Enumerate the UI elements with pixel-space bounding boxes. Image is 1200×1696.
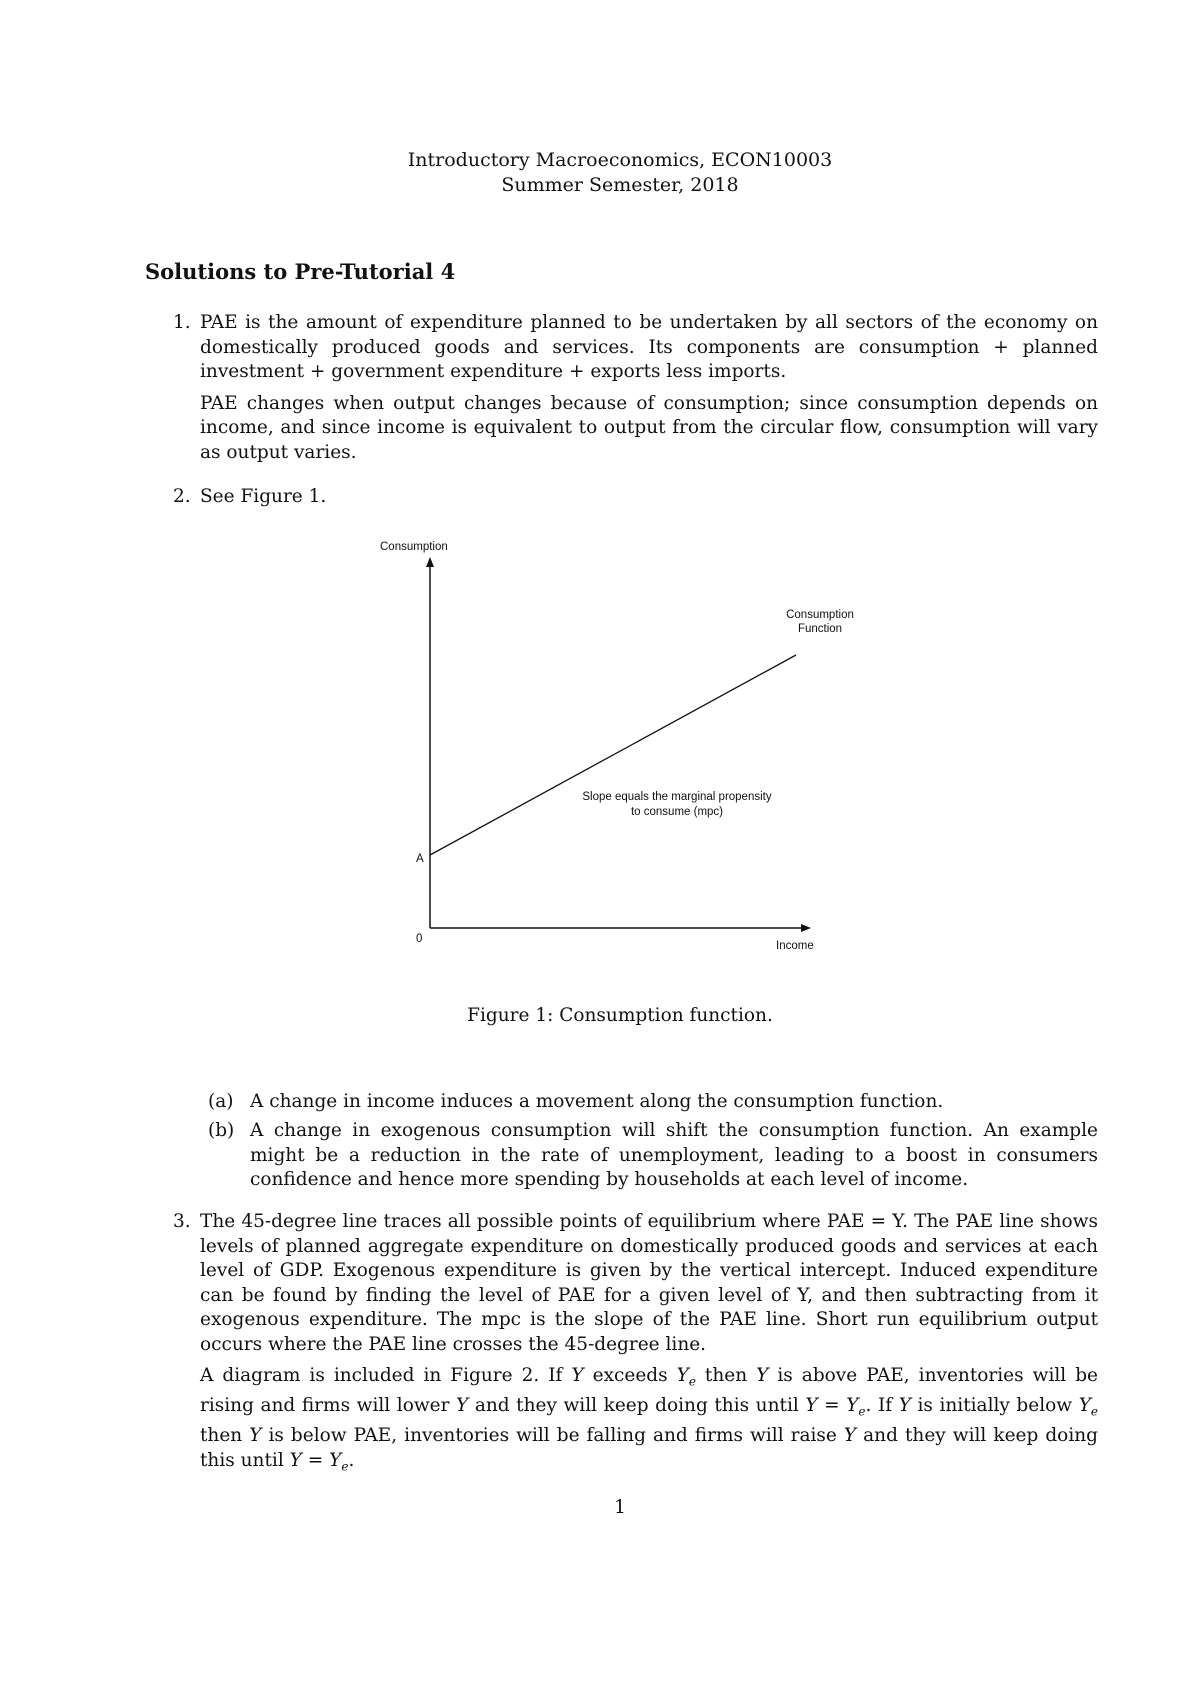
line-label: Consumption bbox=[786, 609, 854, 621]
sub-item-text: A change in income induces a movement along the consumption function. bbox=[250, 1091, 944, 1112]
x-axis-label: Income bbox=[776, 940, 814, 952]
origin-label: 0 bbox=[416, 933, 423, 945]
text-run: is initially below bbox=[910, 1395, 1079, 1417]
text-run: = bbox=[817, 1395, 847, 1417]
consumption-function-line bbox=[430, 655, 796, 855]
var-y: Y bbox=[571, 1365, 584, 1386]
intercept-label: A bbox=[416, 853, 424, 865]
text-run: . bbox=[348, 1449, 355, 1471]
y-axis-label: Consumption bbox=[380, 541, 448, 553]
subscript-e: e bbox=[341, 1459, 349, 1474]
var-y-e: Y bbox=[329, 1449, 342, 1471]
item-paragraph-inline bbox=[200, 1364, 1098, 1479]
text-run: exceeds bbox=[583, 1365, 677, 1386]
var-y: Y bbox=[289, 1449, 302, 1471]
text-run: A diagram is included in Figure 2. If bbox=[200, 1365, 572, 1386]
text-run: then bbox=[695, 1365, 757, 1386]
x-axis-arrow bbox=[801, 924, 811, 932]
document-subtitle: Summer Semester, 2018 bbox=[501, 174, 739, 196]
item-paragraph: See Figure 1. bbox=[200, 486, 327, 507]
var-y: Y bbox=[456, 1395, 469, 1417]
text-run: and they will keep doing this until bbox=[468, 1395, 806, 1417]
var-y: Y bbox=[249, 1425, 262, 1447]
slope-note: Slope equals the marginal propensity bbox=[582, 791, 772, 803]
sub-item-b bbox=[208, 1119, 1098, 1193]
document-title: Introductory Macroeconomics, ECON10003 bbox=[407, 149, 833, 171]
var-y: Y bbox=[756, 1365, 769, 1386]
item-number: 3. bbox=[173, 1211, 191, 1232]
var-y-e: Y bbox=[846, 1395, 859, 1417]
subscript-e: e bbox=[688, 1374, 696, 1389]
sub-item-label: (a) bbox=[208, 1091, 234, 1112]
subscript-e: e bbox=[1090, 1404, 1099, 1419]
y-axis-arrow bbox=[426, 557, 434, 567]
sub-item-text: A change in exogenous consumption will shift the consumption function. An example might be a reduction in the rate of unemployment, leading to a boost in consumers confidence and hence more spending by households at each level of income. bbox=[250, 1120, 1098, 1190]
text-run: . If bbox=[865, 1395, 899, 1417]
subscript-e: e bbox=[858, 1404, 866, 1419]
list-item-3 bbox=[173, 1210, 1099, 1479]
item-paragraph: PAE is the amount of expenditure planned to be undertaken by all sectors of the economy on domestically produced goods and services. Its components are consumption + planned investment + government expenditure + exports less imports. bbox=[200, 312, 1098, 382]
var-y-e: Y bbox=[676, 1365, 689, 1386]
item-paragraph: PAE changes when output changes because of consumption; since consumption depends on income, and since income is equivalent to output from the circular flow, consumption will vary as output varies. bbox=[200, 392, 1098, 463]
item-number: 2. bbox=[173, 486, 191, 507]
var-y: Y bbox=[898, 1395, 911, 1417]
figure-caption: Figure 1: Consumption function. bbox=[467, 1005, 773, 1026]
item-number: 1. bbox=[173, 312, 191, 333]
line-label: Function bbox=[797, 623, 843, 635]
page-number: 1 bbox=[614, 1497, 626, 1518]
var-y-e: Y bbox=[1078, 1395, 1091, 1417]
item-paragraph: The 45-degree line traces all possible points of equilibrium where PAE = Y. The PAE line shows levels of planned aggregate expenditure on domestically produced goods and services at each level of GDP. Exogenous expenditure is given by the vertical intercept. Induced expenditure can be found by finding the level of PAE for a given level of Y, and then subtracting from it exogenous expenditure. The mpc is the slope of the PAE line. Short run equilibrium output occurs where the PAE line crosses the 45-degree line. bbox=[200, 1211, 1098, 1355]
section-heading: Solutions to Pre-Tutorial 4 bbox=[145, 259, 456, 284]
var-y: Y bbox=[805, 1395, 818, 1417]
text-run: is below PAE, inventories will be falling and firms will raise bbox=[261, 1425, 844, 1447]
sub-item-a bbox=[208, 1090, 1098, 1115]
text-run: then bbox=[200, 1425, 250, 1447]
text-run: is above PAE, inventories will be rising and firms will lower bbox=[200, 1365, 1098, 1417]
text-run: = bbox=[301, 1449, 330, 1471]
slope-note: to consume (mpc) bbox=[630, 806, 724, 818]
text-run: and they will keep doing this until bbox=[200, 1425, 1098, 1471]
sub-item-label: (b) bbox=[208, 1120, 235, 1141]
var-y: Y bbox=[843, 1425, 857, 1447]
